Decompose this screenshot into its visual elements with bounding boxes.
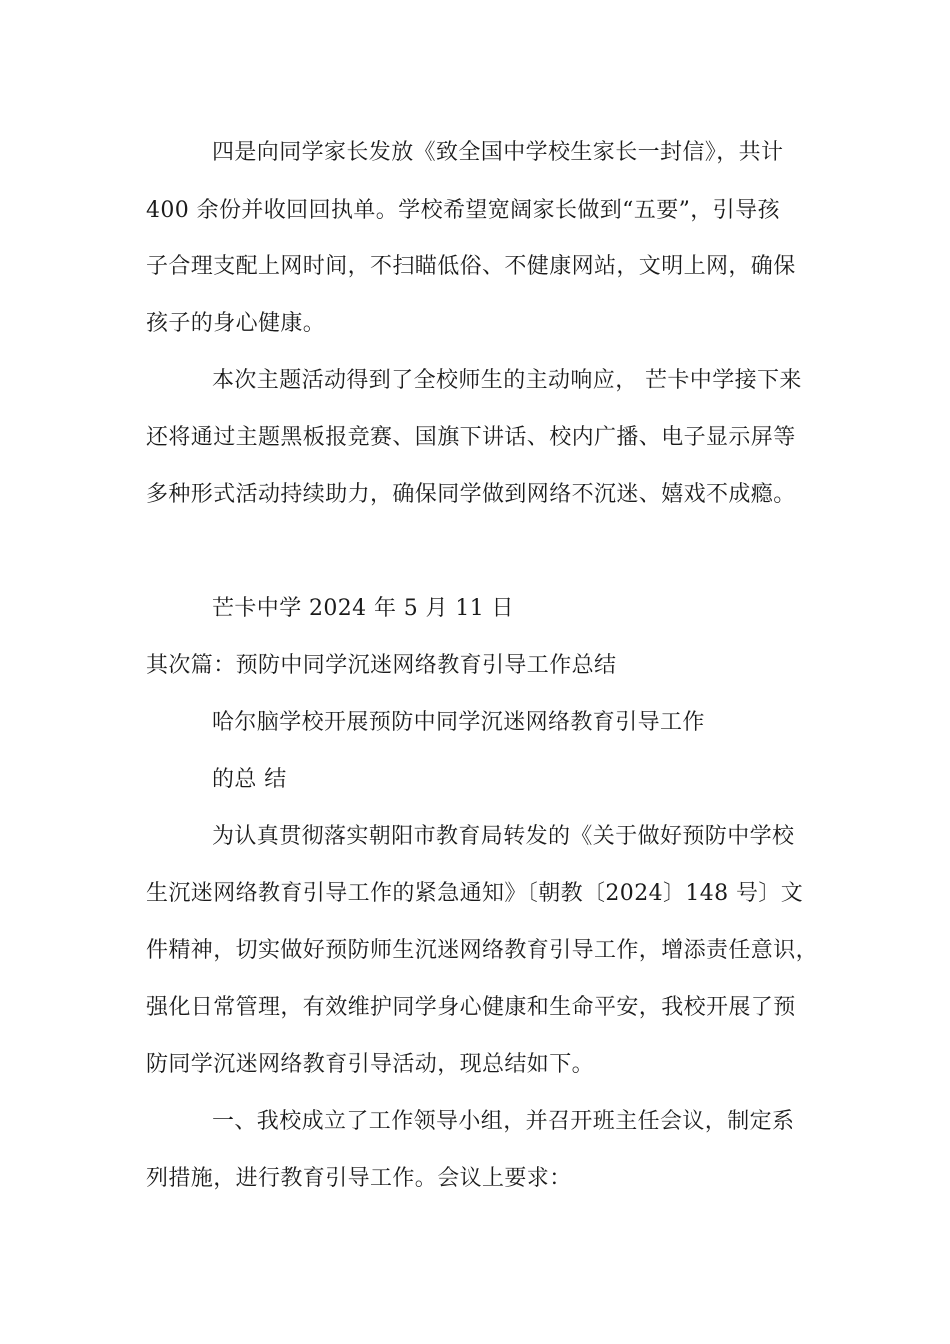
paragraph-line: 强化日常管理，有效维护同学身心健康和生命平安，我校开展了预: [146, 995, 796, 1020]
paragraph-line: 还将通过主题黑板报竞赛、国旗下讲话、校内广播、电子显示屏等: [146, 425, 796, 450]
paragraph-line: 生沉迷网络教育引导工作的紧急通知》〔朝教〔2024〕148 号〕文: [146, 881, 804, 906]
paragraph-line: 本次主题活动得到了全校师生的主动响应， 芒卡中学接下来: [212, 368, 802, 393]
paragraph-line: 孩子的身心健康。: [146, 311, 326, 336]
paragraph-line: 四是向同学家长发放《致全国中学校生家长一封信》，共计: [212, 140, 784, 165]
signature-date: 芒卡中学 2024 年 5 月 11 日: [212, 596, 514, 621]
paragraph-line: 列措施，进行教育引导工作。会议上要求：: [146, 1166, 572, 1191]
paragraph-line: 子合理支配上网时间，不扫瞄低俗、不健康网站，文明上网，确保: [146, 254, 796, 279]
paragraph-line: 件精神，切实做好预防师生沉迷网络教育引导工作，增添责任意识，: [146, 938, 819, 963]
article-title-line-1: 哈尔脑学校开展预防中同学沉迷网络教育引导工作: [212, 710, 705, 735]
paragraph-line: 防同学沉迷网络教育引导活动，现总结如下。: [146, 1052, 595, 1077]
section-heading: 其次篇：预防中同学沉迷网络教育引导工作总结: [146, 653, 617, 678]
paragraph-line: 为认真贯彻落实朝阳市教育局转发的《关于做好预防中学校: [212, 824, 795, 849]
article-title-line-2: 的总 结: [212, 767, 287, 792]
paragraph-line: 多种形式活动持续助力，确保同学做到网络不沉迷、嬉戏不成瘾。: [146, 482, 796, 507]
paragraph-line: 一、我校成立了工作领导小组，并召开班主任会议，制定系: [212, 1109, 795, 1134]
paragraph-line: 400 余份并收回回执单。学校希望宽阔家长做到“五要”，引导孩: [146, 198, 780, 223]
